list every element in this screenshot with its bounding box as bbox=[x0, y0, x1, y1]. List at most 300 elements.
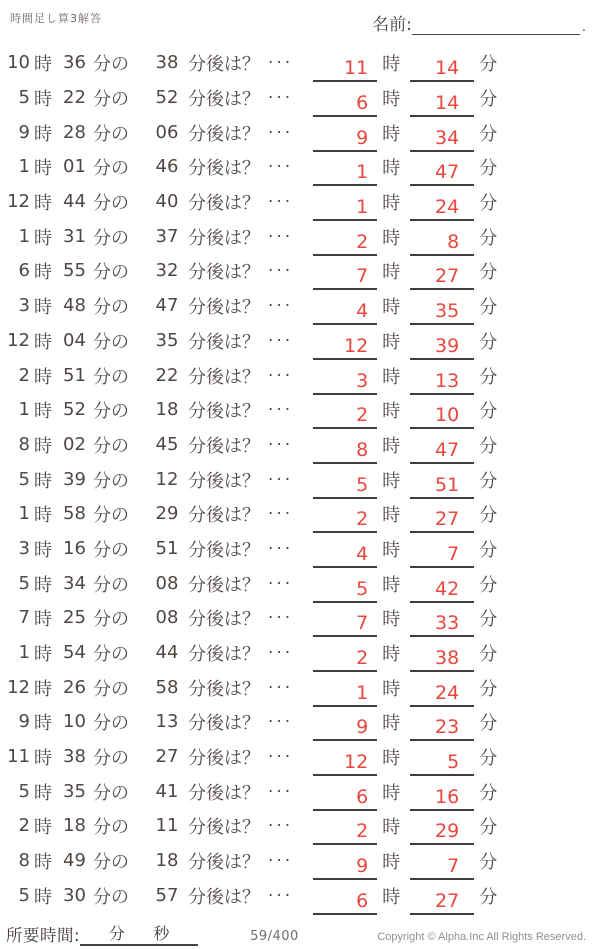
problem-row bbox=[6, 705, 586, 740]
problem-row bbox=[6, 219, 586, 254]
minutes-after-question-label: 分後は？ bbox=[188, 366, 260, 388]
answer-hour-blank bbox=[313, 573, 377, 603]
answer-minute-blank bbox=[410, 260, 474, 290]
answer-minute-unit-label: 分 bbox=[479, 331, 498, 353]
hour-unit-label: 時 bbox=[34, 123, 52, 145]
hour-unit-label: 時 bbox=[34, 852, 52, 874]
question-minute: 44 bbox=[63, 191, 86, 213]
answer-minute-value: 7 bbox=[447, 542, 460, 565]
answer-minute-value: 13 bbox=[435, 369, 460, 392]
ellipsis: ··· bbox=[268, 677, 294, 698]
answer-minute-unit-label: 分 bbox=[479, 435, 498, 457]
minutes-after-question-label: 分後は？ bbox=[188, 401, 260, 423]
ellipsis: ··· bbox=[268, 226, 294, 247]
answer-minute-value: 35 bbox=[435, 300, 460, 323]
ellipsis: ··· bbox=[268, 712, 294, 733]
question-hour: 7 bbox=[18, 607, 30, 629]
answer-hour-value: 2 bbox=[356, 508, 369, 531]
problem-row bbox=[6, 185, 586, 220]
answer-hour-unit-label: 時 bbox=[382, 678, 401, 700]
minutes-after-question-label: 分後は？ bbox=[188, 678, 260, 700]
answer-hour-blank bbox=[313, 815, 377, 845]
added-minutes: 57 bbox=[155, 884, 179, 906]
answer-hour-value: 9 bbox=[356, 855, 369, 878]
ellipsis: ··· bbox=[268, 643, 294, 664]
elapsed-time-label: 所要時間: bbox=[6, 926, 81, 946]
answer-minute-blank bbox=[410, 850, 474, 880]
minute-no-label: 分の bbox=[93, 886, 129, 908]
minutes-after-question-label: 分後は？ bbox=[188, 193, 260, 215]
answer-hour-value: 5 bbox=[356, 577, 369, 600]
answer-minute-value: 23 bbox=[435, 716, 460, 739]
answer-minute-unit-label: 分 bbox=[479, 852, 498, 874]
answer-minute-value: 33 bbox=[435, 612, 460, 635]
question-hour: 1 bbox=[18, 156, 30, 178]
added-minutes: 06 bbox=[155, 121, 179, 143]
problem-row bbox=[6, 254, 586, 289]
question-minute: 49 bbox=[63, 850, 86, 872]
hour-unit-label: 時 bbox=[34, 54, 52, 76]
answer-minute-unit-label: 分 bbox=[479, 539, 498, 561]
question-minute: 31 bbox=[63, 225, 86, 247]
added-minutes: 46 bbox=[155, 156, 179, 178]
answer-hour-value: 9 bbox=[356, 716, 369, 739]
answer-minute-value: 51 bbox=[435, 473, 460, 496]
minute-no-label: 分の bbox=[93, 89, 129, 111]
minutes-after-question-label: 分後は？ bbox=[188, 227, 260, 249]
answer-hour-blank bbox=[313, 850, 377, 880]
hour-unit-label: 時 bbox=[34, 297, 52, 319]
answer-hour-value: 7 bbox=[356, 265, 369, 288]
answer-minute-unit-label: 分 bbox=[479, 817, 498, 839]
minute-no-label: 分の bbox=[93, 470, 129, 492]
answer-hour-value: 12 bbox=[344, 334, 369, 357]
question-minute: 52 bbox=[63, 399, 86, 421]
added-minutes: 18 bbox=[155, 850, 179, 872]
answer-hour-unit-label: 時 bbox=[382, 262, 401, 284]
minute-no-label: 分の bbox=[93, 158, 129, 180]
answer-minute-blank bbox=[410, 191, 474, 221]
question-minute: 22 bbox=[63, 87, 86, 109]
added-minutes: 37 bbox=[155, 225, 179, 247]
minutes-after-question-label: 分後は？ bbox=[188, 505, 260, 527]
answer-minute-unit-label: 分 bbox=[479, 158, 498, 180]
answer-hour-blank bbox=[313, 746, 377, 776]
answer-hour-unit-label: 時 bbox=[382, 782, 401, 804]
answer-hour-value: 2 bbox=[356, 820, 369, 843]
answer-hour-value: 1 bbox=[356, 681, 369, 704]
question-minute: 26 bbox=[63, 676, 86, 698]
answer-minute-value: 27 bbox=[435, 889, 460, 912]
question-minute: 54 bbox=[63, 642, 86, 664]
problem-row bbox=[6, 46, 586, 81]
question-hour: 3 bbox=[18, 295, 30, 317]
answer-minute-value: 10 bbox=[435, 404, 460, 427]
answer-hour-blank bbox=[313, 885, 377, 915]
problem-row bbox=[6, 358, 586, 393]
question-hour: 1 bbox=[18, 503, 30, 525]
answer-minute-blank bbox=[410, 538, 474, 568]
minute-no-label: 分の bbox=[93, 435, 129, 457]
ellipsis: ··· bbox=[268, 192, 294, 213]
question-hour: 5 bbox=[18, 572, 30, 594]
answer-hour-unit-label: 時 bbox=[382, 505, 401, 527]
problem-row bbox=[6, 115, 586, 150]
answer-hour-unit-label: 時 bbox=[382, 470, 401, 492]
hour-unit-label: 時 bbox=[34, 782, 52, 804]
added-minutes: 08 bbox=[155, 607, 179, 629]
added-minutes: 18 bbox=[155, 399, 179, 421]
question-minute: 02 bbox=[63, 433, 86, 455]
ellipsis: ··· bbox=[268, 88, 294, 109]
minutes-after-question-label: 分後は？ bbox=[188, 331, 260, 353]
minutes-after-question-label: 分後は？ bbox=[188, 262, 260, 284]
answer-minute-value: 42 bbox=[435, 577, 460, 600]
hour-unit-label: 時 bbox=[34, 644, 52, 666]
answer-minute-blank bbox=[410, 434, 474, 464]
answer-minute-unit-label: 分 bbox=[479, 262, 498, 284]
problem-row bbox=[6, 879, 586, 914]
answer-hour-value: 11 bbox=[344, 57, 369, 80]
minute-no-label: 分の bbox=[93, 366, 129, 388]
added-minutes: 32 bbox=[155, 260, 179, 282]
answer-minute-value: 27 bbox=[435, 508, 460, 531]
answer-minute-value: 47 bbox=[435, 161, 460, 184]
added-minutes: 12 bbox=[155, 468, 179, 490]
question-hour: 6 bbox=[18, 260, 30, 282]
problem-row bbox=[6, 774, 586, 809]
question-minute: 38 bbox=[63, 746, 86, 768]
added-minutes: 08 bbox=[155, 572, 179, 594]
question-minute: 18 bbox=[63, 815, 86, 837]
hour-unit-label: 時 bbox=[34, 435, 52, 457]
problem-row bbox=[6, 462, 586, 497]
answer-minute-blank bbox=[410, 156, 474, 186]
added-minutes: 45 bbox=[155, 433, 179, 455]
question-hour: 1 bbox=[18, 399, 30, 421]
answer-minute-value: 14 bbox=[435, 92, 460, 115]
answer-minute-value: 34 bbox=[435, 126, 460, 149]
answer-minute-value: 24 bbox=[435, 196, 460, 219]
hour-unit-label: 時 bbox=[34, 713, 52, 735]
answer-hour-blank bbox=[313, 642, 377, 672]
added-minutes: 40 bbox=[155, 191, 179, 213]
minute-no-label: 分の bbox=[93, 539, 129, 561]
answer-hour-unit-label: 時 bbox=[382, 193, 401, 215]
answer-minute-value: 38 bbox=[435, 647, 460, 670]
ellipsis: ··· bbox=[268, 330, 294, 351]
added-minutes: 47 bbox=[155, 295, 179, 317]
question-hour: 12 bbox=[7, 191, 30, 213]
question-minute: 28 bbox=[63, 121, 86, 143]
minute-no-label: 分の bbox=[93, 331, 129, 353]
problem-row bbox=[6, 81, 586, 116]
question-minute: 30 bbox=[63, 884, 86, 906]
answer-minute-blank bbox=[410, 330, 474, 360]
answer-hour-unit-label: 時 bbox=[382, 435, 401, 457]
answer-minute-blank bbox=[410, 781, 474, 811]
question-minute: 01 bbox=[63, 156, 86, 178]
added-minutes: 58 bbox=[155, 676, 179, 698]
answer-minute-unit-label: 分 bbox=[479, 54, 498, 76]
question-hour: 10 bbox=[7, 52, 30, 74]
minutes-after-question-label: 分後は？ bbox=[188, 609, 260, 631]
problem-row bbox=[6, 670, 586, 705]
answer-minute-unit-label: 分 bbox=[479, 713, 498, 735]
answer-hour-value: 6 bbox=[356, 92, 369, 115]
problem-row bbox=[6, 636, 586, 671]
minutes-after-question-label: 分後は？ bbox=[188, 817, 260, 839]
answer-minute-unit-label: 分 bbox=[479, 609, 498, 631]
question-hour: 9 bbox=[18, 711, 30, 733]
question-hour: 5 bbox=[18, 780, 30, 802]
minute-no-label: 分の bbox=[93, 678, 129, 700]
question-hour: 8 bbox=[18, 850, 30, 872]
answer-minute-unit-label: 分 bbox=[479, 227, 498, 249]
answer-hour-unit-label: 時 bbox=[382, 54, 401, 76]
minutes-after-question-label: 分後は？ bbox=[188, 782, 260, 804]
answer-minute-unit-label: 分 bbox=[479, 123, 498, 145]
answer-hour-unit-label: 時 bbox=[382, 123, 401, 145]
minute-no-label: 分の bbox=[93, 609, 129, 631]
page-number: 59/400 bbox=[250, 929, 299, 945]
answer-hour-value: 4 bbox=[356, 300, 369, 323]
question-hour: 8 bbox=[18, 433, 30, 455]
minutes-after-question-label: 分後は？ bbox=[188, 713, 260, 735]
answer-hour-unit-label: 時 bbox=[382, 644, 401, 666]
question-hour: 5 bbox=[18, 884, 30, 906]
answer-hour-blank bbox=[313, 781, 377, 811]
problem-row bbox=[6, 566, 586, 601]
ellipsis: ··· bbox=[268, 747, 294, 768]
ellipsis: ··· bbox=[268, 573, 294, 594]
added-minutes: 52 bbox=[155, 87, 179, 109]
answer-hour-value: 6 bbox=[356, 889, 369, 912]
answer-minute-value: 5 bbox=[447, 751, 460, 774]
answer-hour-blank bbox=[313, 469, 377, 499]
answer-hour-blank bbox=[313, 122, 377, 152]
answer-hour-unit-label: 時 bbox=[382, 331, 401, 353]
question-hour: 5 bbox=[18, 468, 30, 490]
answer-minute-value: 16 bbox=[435, 785, 460, 808]
answer-hour-unit-label: 時 bbox=[382, 401, 401, 423]
hour-unit-label: 時 bbox=[34, 609, 52, 631]
added-minutes: 38 bbox=[155, 52, 179, 74]
answer-hour-value: 4 bbox=[356, 542, 369, 565]
minute-no-label: 分の bbox=[93, 644, 129, 666]
minutes-unit-label: 分 bbox=[108, 924, 125, 944]
problem-row bbox=[6, 324, 586, 359]
minute-no-label: 分の bbox=[93, 54, 129, 76]
answer-minute-unit-label: 分 bbox=[479, 89, 498, 111]
name-blank-line bbox=[412, 15, 580, 35]
minute-no-label: 分の bbox=[93, 782, 129, 804]
ellipsis: ··· bbox=[268, 365, 294, 386]
minute-no-label: 分の bbox=[93, 852, 129, 874]
answer-hour-value: 9 bbox=[356, 126, 369, 149]
question-hour: 1 bbox=[18, 225, 30, 247]
question-hour: 5 bbox=[18, 87, 30, 109]
question-hour: 1 bbox=[18, 642, 30, 664]
minute-no-label: 分の bbox=[93, 505, 129, 527]
name-line-period: . bbox=[581, 20, 586, 35]
answer-hour-blank bbox=[313, 191, 377, 221]
question-hour: 3 bbox=[18, 537, 30, 559]
minute-no-label: 分の bbox=[93, 193, 129, 215]
answer-minute-unit-label: 分 bbox=[479, 297, 498, 319]
question-hour: 12 bbox=[7, 676, 30, 698]
problem-row bbox=[6, 844, 586, 879]
minute-no-label: 分の bbox=[93, 401, 129, 423]
answer-minute-value: 27 bbox=[435, 265, 460, 288]
answer-hour-unit-label: 時 bbox=[382, 158, 401, 180]
answer-hour-blank bbox=[313, 434, 377, 464]
minutes-after-question-label: 分後は？ bbox=[188, 297, 260, 319]
problem-list bbox=[6, 46, 586, 913]
answer-hour-unit-label: 時 bbox=[382, 713, 401, 735]
answer-hour-unit-label: 時 bbox=[382, 297, 401, 319]
question-hour: 12 bbox=[7, 329, 30, 351]
question-minute: 04 bbox=[63, 329, 86, 351]
answer-minute-unit-label: 分 bbox=[479, 505, 498, 527]
ellipsis: ··· bbox=[268, 504, 294, 525]
answer-minute-blank bbox=[410, 295, 474, 325]
answer-minute-blank bbox=[410, 503, 474, 533]
ellipsis: ··· bbox=[268, 885, 294, 906]
copyright-text: Copyright © Alpha.Inc All Rights Reserved. bbox=[377, 931, 586, 944]
ellipsis: ··· bbox=[268, 157, 294, 178]
problem-row bbox=[6, 428, 586, 463]
answer-hour-blank bbox=[313, 607, 377, 637]
ellipsis: ··· bbox=[268, 261, 294, 282]
ellipsis: ··· bbox=[268, 296, 294, 317]
answer-hour-blank bbox=[313, 52, 377, 82]
answer-hour-blank bbox=[313, 677, 377, 707]
minute-no-label: 分の bbox=[93, 123, 129, 145]
problem-row bbox=[6, 740, 586, 775]
hour-unit-label: 時 bbox=[34, 505, 52, 527]
minute-no-label: 分の bbox=[93, 574, 129, 596]
problem-row bbox=[6, 532, 586, 567]
minutes-after-question-label: 分後は？ bbox=[188, 852, 260, 874]
added-minutes: 27 bbox=[155, 746, 179, 768]
answer-minute-value: 39 bbox=[435, 334, 460, 357]
ellipsis: ··· bbox=[268, 400, 294, 421]
answer-minute-blank bbox=[410, 399, 474, 429]
added-minutes: 51 bbox=[155, 537, 179, 559]
answer-minute-unit-label: 分 bbox=[479, 574, 498, 596]
answer-minute-unit-label: 分 bbox=[479, 678, 498, 700]
minutes-after-question-label: 分後は？ bbox=[188, 470, 260, 492]
answer-minute-blank bbox=[410, 469, 474, 499]
answer-hour-value: 8 bbox=[356, 438, 369, 461]
answer-hour-value: 2 bbox=[356, 230, 369, 253]
hour-unit-label: 時 bbox=[34, 158, 52, 180]
answer-hour-blank bbox=[313, 365, 377, 395]
answer-hour-value: 1 bbox=[356, 161, 369, 184]
question-minute: 10 bbox=[63, 711, 86, 733]
ellipsis: ··· bbox=[268, 53, 294, 74]
ellipsis: ··· bbox=[268, 434, 294, 455]
answer-minute-blank bbox=[410, 573, 474, 603]
answer-hour-blank bbox=[313, 711, 377, 741]
answer-hour-unit-label: 時 bbox=[382, 852, 401, 874]
minutes-after-question-label: 分後は？ bbox=[188, 54, 260, 76]
question-minute: 48 bbox=[63, 295, 86, 317]
question-hour: 2 bbox=[18, 364, 30, 386]
answer-minute-blank bbox=[410, 711, 474, 741]
answer-minute-blank bbox=[410, 607, 474, 637]
problem-row bbox=[6, 150, 586, 185]
problem-row bbox=[6, 497, 586, 532]
minutes-after-question-label: 分後は？ bbox=[188, 574, 260, 596]
footer bbox=[6, 922, 586, 946]
answer-minute-unit-label: 分 bbox=[479, 366, 498, 388]
answer-minute-unit-label: 分 bbox=[479, 644, 498, 666]
added-minutes: 13 bbox=[155, 711, 179, 733]
answer-hour-unit-label: 時 bbox=[382, 89, 401, 111]
minutes-after-question-label: 分後は？ bbox=[188, 748, 260, 770]
hour-unit-label: 時 bbox=[34, 470, 52, 492]
answer-hour-unit-label: 時 bbox=[382, 574, 401, 596]
minutes-after-question-label: 分後は？ bbox=[188, 89, 260, 111]
hour-unit-label: 時 bbox=[34, 227, 52, 249]
answer-minute-unit-label: 分 bbox=[479, 886, 498, 908]
name-label: 名前: bbox=[372, 15, 412, 35]
answer-hour-blank bbox=[313, 503, 377, 533]
answer-minute-unit-label: 分 bbox=[479, 748, 498, 770]
ellipsis: ··· bbox=[268, 122, 294, 143]
answer-hour-unit-label: 時 bbox=[382, 886, 401, 908]
answer-hour-blank bbox=[313, 260, 377, 290]
question-minute: 25 bbox=[63, 607, 86, 629]
hour-unit-label: 時 bbox=[34, 678, 52, 700]
question-minute: 55 bbox=[63, 260, 86, 282]
hour-unit-label: 時 bbox=[34, 574, 52, 596]
seconds-unit-label: 秒 bbox=[153, 924, 170, 944]
question-minute: 58 bbox=[63, 503, 86, 525]
question-hour: 2 bbox=[18, 815, 30, 837]
question-minute: 35 bbox=[63, 780, 86, 802]
minute-no-label: 分の bbox=[93, 817, 129, 839]
answer-hour-blank bbox=[313, 330, 377, 360]
hour-unit-label: 時 bbox=[34, 886, 52, 908]
hour-unit-label: 時 bbox=[34, 89, 52, 111]
problem-row bbox=[6, 601, 586, 636]
minute-no-label: 分の bbox=[93, 262, 129, 284]
answer-minute-unit-label: 分 bbox=[479, 782, 498, 804]
answer-minute-unit-label: 分 bbox=[479, 470, 498, 492]
answer-minute-value: 24 bbox=[435, 681, 460, 704]
minute-no-label: 分の bbox=[93, 297, 129, 319]
question-hour: 9 bbox=[18, 121, 30, 143]
answer-minute-blank bbox=[410, 677, 474, 707]
answer-hour-unit-label: 時 bbox=[382, 539, 401, 561]
minutes-after-question-label: 分後は？ bbox=[188, 435, 260, 457]
hour-unit-label: 時 bbox=[34, 748, 52, 770]
answer-minute-value: 8 bbox=[447, 230, 460, 253]
header bbox=[6, 6, 586, 44]
hour-unit-label: 時 bbox=[34, 401, 52, 423]
question-minute: 36 bbox=[63, 52, 86, 74]
hour-unit-label: 時 bbox=[34, 262, 52, 284]
minute-no-label: 分の bbox=[93, 227, 129, 249]
ellipsis: ··· bbox=[268, 608, 294, 629]
added-minutes: 29 bbox=[155, 503, 179, 525]
answer-hour-unit-label: 時 bbox=[382, 817, 401, 839]
minute-no-label: 分の bbox=[93, 713, 129, 735]
question-minute: 34 bbox=[63, 572, 86, 594]
